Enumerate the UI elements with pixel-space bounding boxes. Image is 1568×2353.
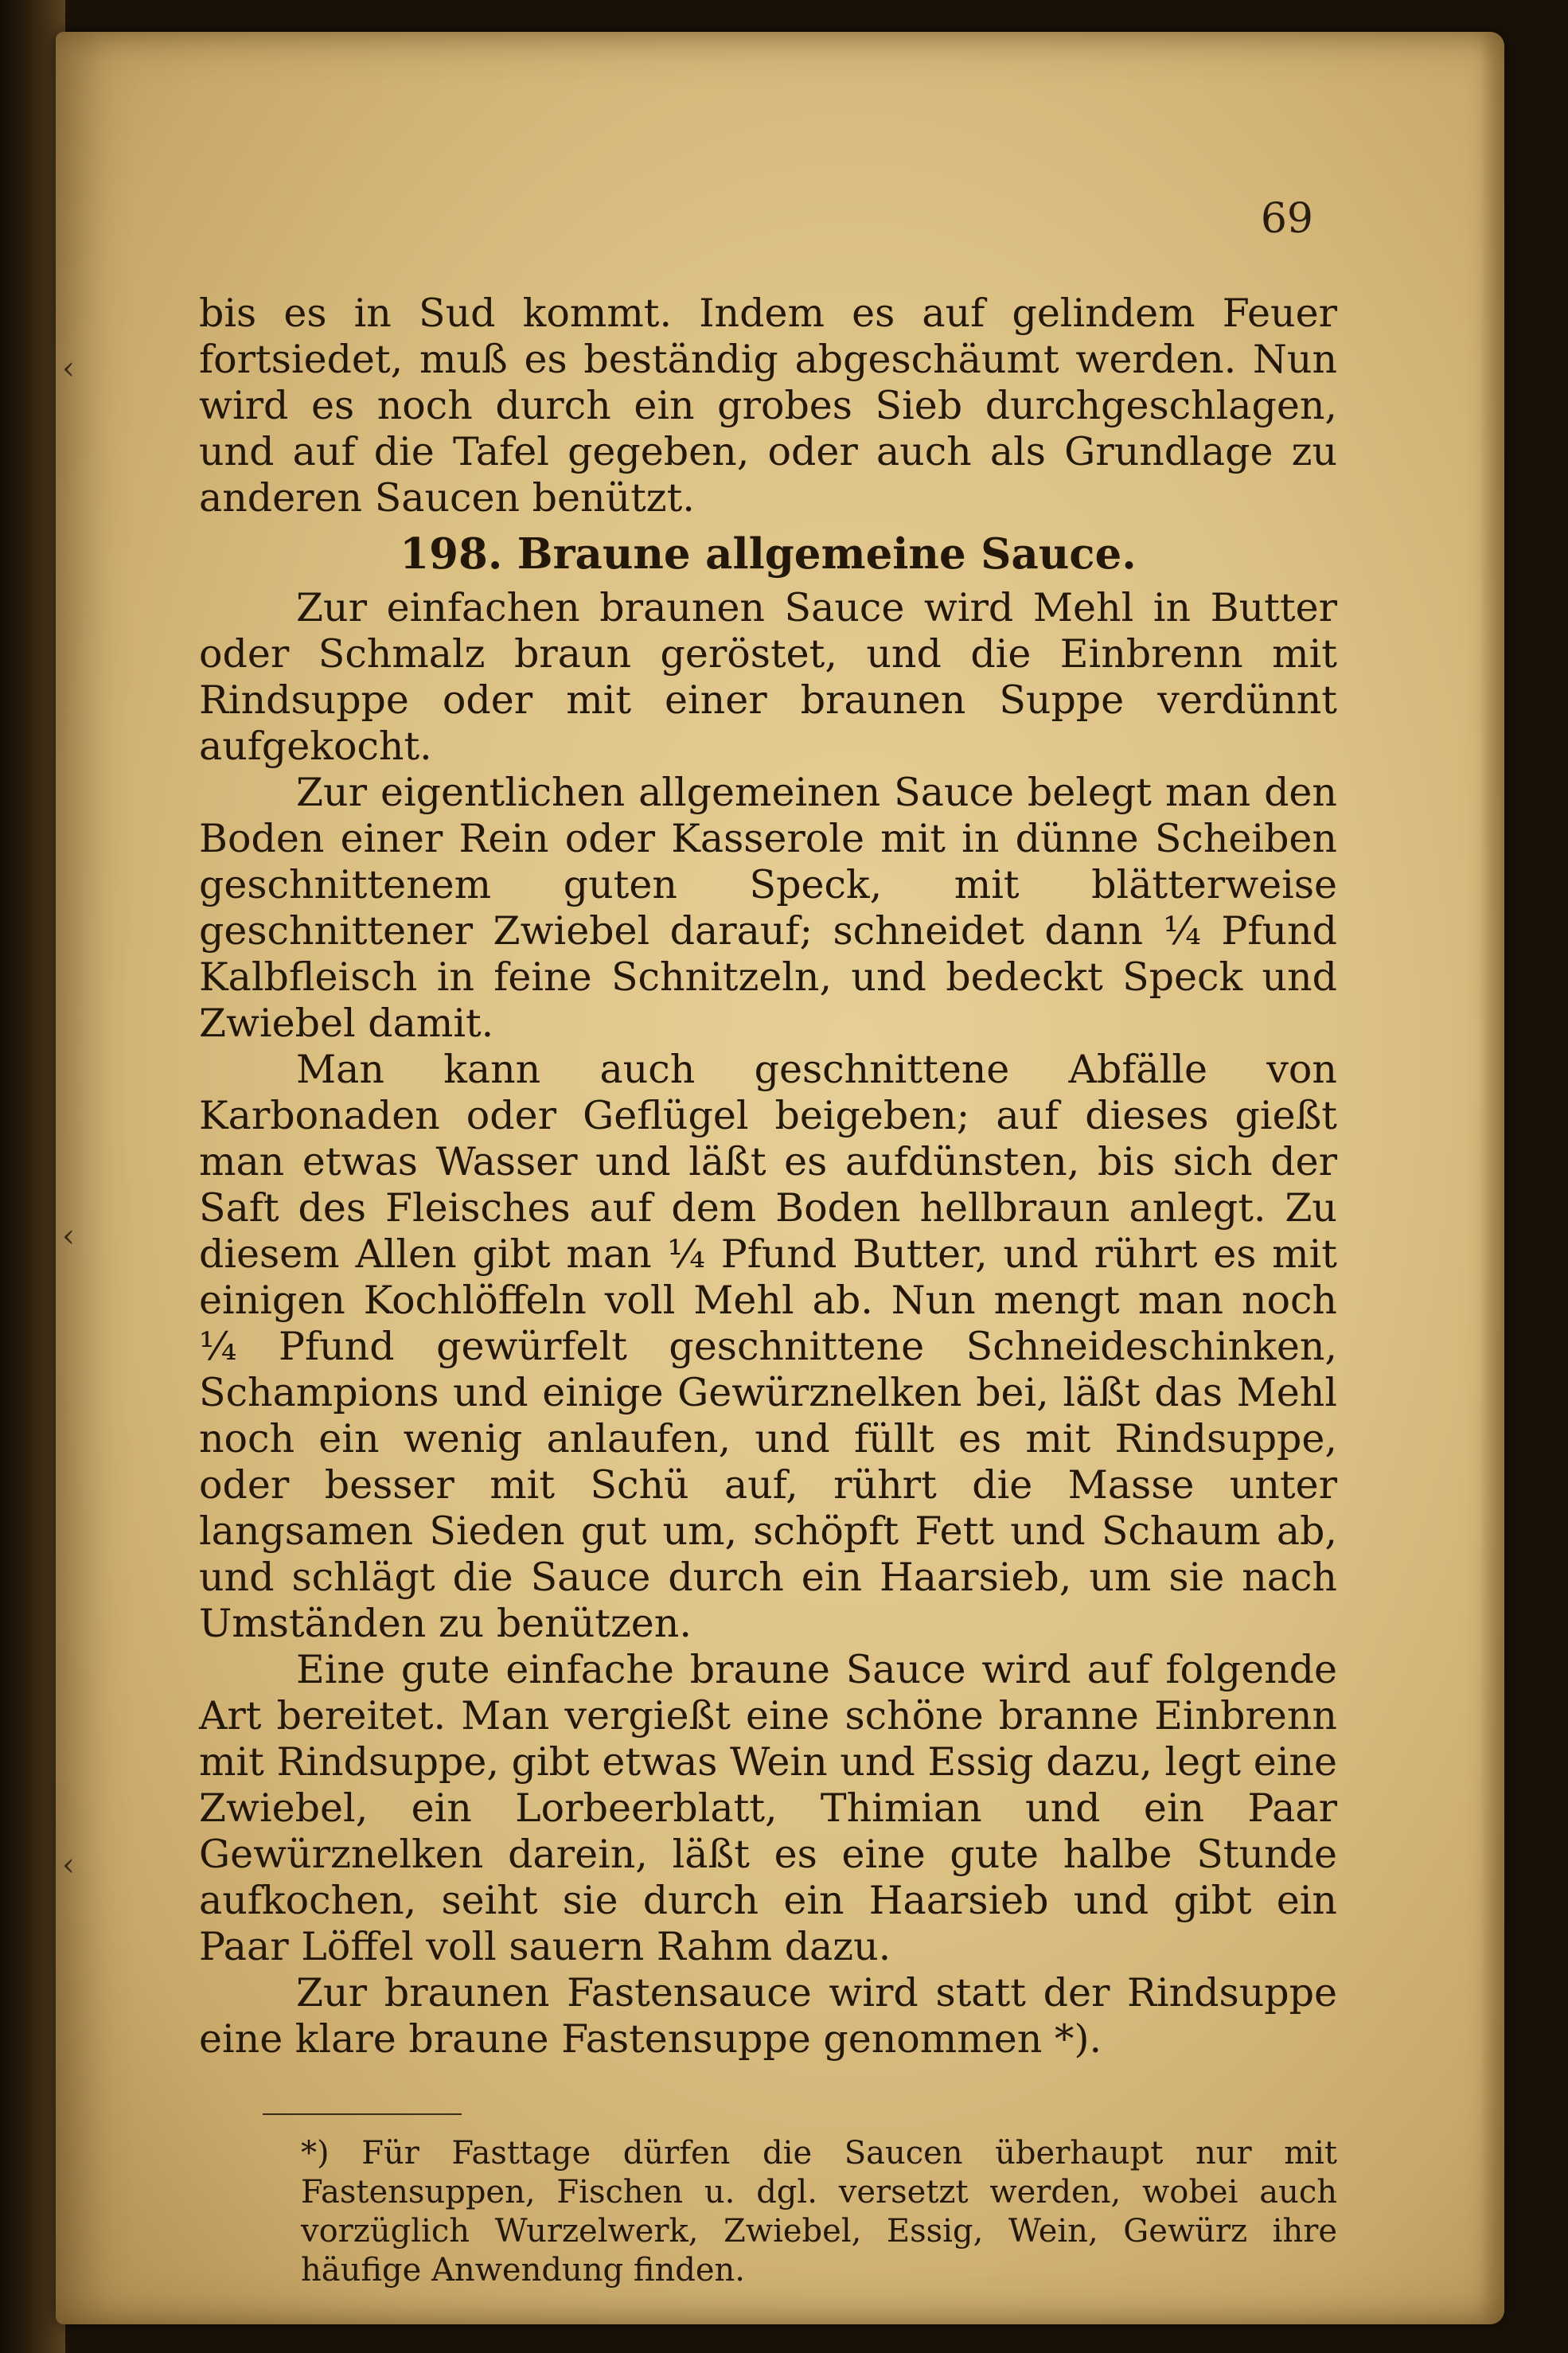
footnote-divider [263,2113,462,2115]
intro-paragraph: bis es in Sud kommt. Indem es auf gelindem Feuer fortsiedet, muß es beständig abgeschäumt werden. Nun wird es noch durch ein grobes Sieb durchgeschlagen, und auf die Tafel gegeben, oder auch als Grundlage zu anderen Saucen benützt. [199,291,1337,521]
margin-tick-mark: ‹ [62,1847,75,1883]
recipe-heading: 198. Braune allgemeine Sauce. [400,529,1137,579]
page-number: 69 [1260,195,1313,243]
body-paragraph: Eine gute einfache braune Sauce wird auf folgende Art bereitet. Man vergießt eine schöne branne Einbrenn mit Rindsuppe, gibt etwas Wein und Essig dazu, legt eine Zwiebel, ein Lorbeerblatt, Thimian und ein Paar Gewürznelken darein, läßt es eine gute halbe Stunde aufkochen, seiht sie durch ein Haarsieb und gibt ein Paar Löffel voll sauern Rahm dazu. [199,1647,1337,1969]
body-paragraph: Zur eigentlichen allgemeinen Sauce belegt man den Boden einer Rein oder Kasserole mit in dünne Scheiben geschnittenem guten Speck, mit blätterweise geschnittener Zwiebel darauf; schneidet dann ¼ Pfund Kalbfleisch in feine Schnitzeln, und bedeckt Speck und Zwiebel damit. [199,770,1337,1046]
margin-tick-mark: ‹ [62,1218,75,1255]
margin-tick-mark: ‹ [62,350,75,387]
page-content [199,291,1337,2290]
page-edge-shadow [1480,32,1504,2324]
body-paragraph: Man kann auch geschnittene Abfälle von Karbonaden oder Geflügel beigeben; auf dieses gießt man etwas Wasser und läßt es aufdünsten, bis sich der Saft des Fleisches auf dem Boden hellbraun anlegt. Zu diesem Allen gibt man ¼ Pfund Butter, und rührt es mit einigen Kochlöffeln voll Mehl ab. Nun mengt man noch ¼ Pfund gewürfelt geschnittene Schneideschinken, Schampions und einige Gewürznelken bei, läßt das Mehl noch ein wenig anlaufen, und füllt es mit Rindsuppe, oder besser mit Schü auf, rührt die Masse unter langsamen Sieden gut um, schöpft Fett und Schaum ab, und schlägt die Sauce durch ein Haarsieb, um sie nach Umständen zu benützen. [199,1047,1337,1646]
body-paragraph: Zur braunen Fastensauce wird statt der Rindsuppe eine klare braune Fastensuppe genommen *). [199,1970,1337,2062]
footnote: *) Für Fasttage dürfen die Saucen überhaupt nur mit Fastensuppen, Fischen u. dgl. versetzt werden, wobei auch vorzüglich Wurzelwerk, Zwiebel, Essig, Wein, Gewürz ihre häufige Anwendung finden. [301,2135,1337,2289]
body-paragraph: Zur einfachen braunen Sauce wird Mehl in Butter oder Schmalz braun geröstet, und die Einbrenn mit Rindsuppe oder mit einer braunen Suppe verdünnt aufgekocht. [199,585,1337,769]
book-page [56,32,1504,2324]
